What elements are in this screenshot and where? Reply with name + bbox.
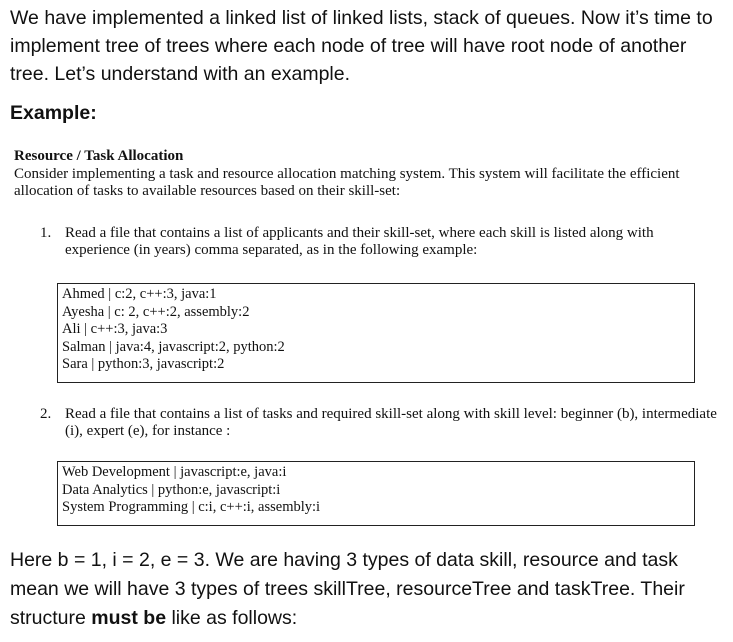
tasks-example-box <box>57 461 695 526</box>
list-item-1-number: 1. <box>40 225 52 241</box>
applicant-line: Ahmed | c:2, c++:3, java:1 <box>62 286 217 302</box>
list-item-1-text: Read a file that contains a list of applicants and their skill-set, where each skill is listed along with experience (in years) comma separated, as in the following example: <box>65 225 654 258</box>
task-line: System Programming | c:i, c++:i, assembly:i <box>62 499 321 515</box>
task-line: Web Development | javascript:e, java:i <box>62 464 287 480</box>
task-line: Data Analytics | python:e, javascript:i <box>62 481 281 498</box>
outro-paragraph <box>10 546 725 633</box>
outro-text-start: Here b = 1, i = 2, e = 3. We are having 3 types of data skill, resource and task mean we will have 3 types of trees skillTree, resourceTree and taskTree. Their structure <box>10 549 685 629</box>
applicants-example-box <box>57 283 695 383</box>
applicant-line: Salman | java:4, javascript:2, python:2 <box>62 338 285 355</box>
applicant-line: Ayesha | c: 2, c++:2, assembly:2 <box>62 303 250 320</box>
intro-paragraph: We have implemented a linked list of linked lists, stack of queues. Now it’s time to implement tree of trees where each node of tree will have root node of another tree. Let’s understand with an example. <box>10 7 713 85</box>
applicant-line: Ali | c++:3, java:3 <box>62 321 168 337</box>
list-item-2-number: 2. <box>40 406 52 422</box>
applicant-line: Sara | python:3, javascript:2 <box>62 356 225 372</box>
section-title: Resource / Task Allocation <box>14 148 184 164</box>
example-heading: Example: <box>10 102 97 124</box>
outro-bold-text: must be <box>91 607 167 629</box>
outro-text-end: like as follows: <box>166 607 298 629</box>
section-description: Consider implementing a task and resource allocation matching system. This system will facilitate the efficient allocation of tasks to available resources based on their skill-set: <box>14 166 680 199</box>
list-item-2-text: Read a file that contains a list of tasks and required skill-set along with skill level: beginner (b), intermediate (i), expert (e), for instance : <box>65 406 717 439</box>
